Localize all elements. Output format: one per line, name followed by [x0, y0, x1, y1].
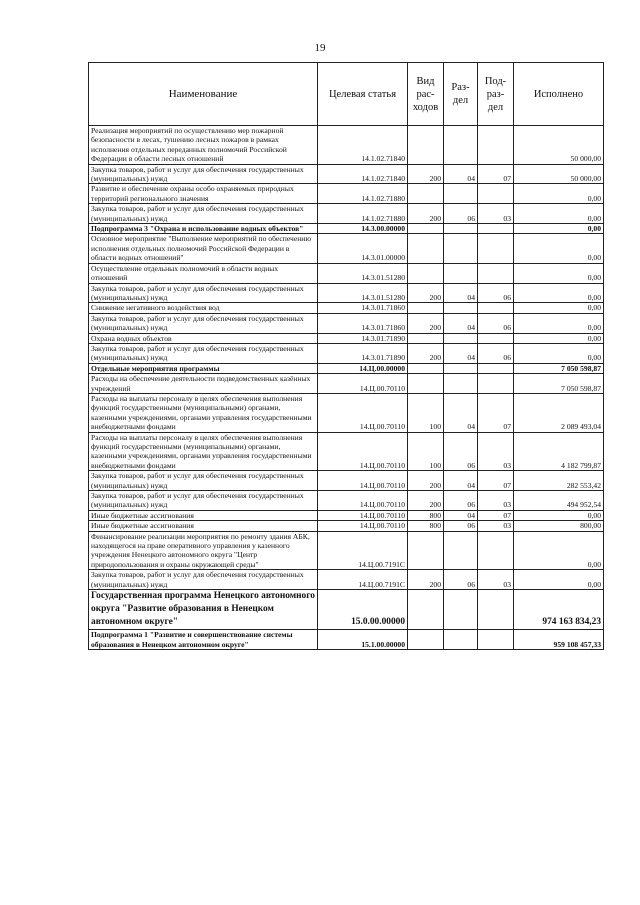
table-row	[89, 126, 604, 165]
expense-type-cell: 800	[408, 510, 444, 520]
executed-amount-cell: 7 050 598,87	[514, 374, 604, 394]
table-row	[89, 224, 604, 234]
section-cell	[444, 184, 478, 204]
name-cell: Подпрограмма 1 "Развитие и совершенствование системы образования в Ненецком автономном округе"	[89, 630, 318, 650]
subsection-cell	[478, 126, 514, 165]
subsection-cell: 07	[478, 164, 514, 184]
executed-amount-cell: 0,00	[514, 283, 604, 303]
target-article-cell: 14.3.00.00000	[318, 224, 408, 234]
table-row	[89, 164, 604, 184]
target-article-cell: 14.Ц.00.7191С	[318, 531, 408, 570]
expense-type-cell: 100	[408, 432, 444, 471]
table-row	[89, 590, 604, 630]
target-article-cell: 14.1.02.71880	[318, 184, 408, 204]
section-cell: 04	[444, 164, 478, 184]
section-cell	[444, 126, 478, 165]
section-cell	[444, 531, 478, 570]
section-cell: 04	[444, 510, 478, 520]
subsection-cell	[478, 184, 514, 204]
expense-type-cell	[408, 374, 444, 394]
table-row	[89, 234, 604, 263]
subsection-cell: 03	[478, 432, 514, 471]
expense-type-cell: 200	[408, 570, 444, 590]
target-article-cell: 14.1.02.71840	[318, 126, 408, 165]
subsection-cell	[478, 303, 514, 313]
executed-amount-cell: 800,00	[514, 521, 604, 531]
subsection-cell	[478, 333, 514, 343]
name-cell: Основное мероприятие "Выполнение мероприятий по обеспечению исполнения отдельных полномочий Российской Федерации в области водных отношений"	[89, 234, 318, 263]
section-cell	[444, 303, 478, 313]
target-article-cell: 14.Ц.00.70110	[318, 521, 408, 531]
table-row	[89, 374, 604, 394]
target-article-cell: 14.3.01.00000	[318, 234, 408, 263]
name-cell: Иные бюджетные ассигнования	[89, 521, 318, 531]
section-cell: 04	[444, 393, 478, 432]
name-cell: Закупка товаров, работ и услуг для обеспечения государственных (муниципальных) нужд	[89, 283, 318, 303]
name-cell: Закупка товаров, работ и услуг для обеспечения государственных (муниципальных) нужд	[89, 313, 318, 333]
executed-amount-cell: 4 182 799,87	[514, 432, 604, 471]
executed-amount-cell: 0,00	[514, 263, 604, 283]
expense-type-cell: 200	[408, 491, 444, 511]
budget-table	[88, 62, 604, 650]
subsection-cell	[478, 363, 514, 373]
executed-amount-cell: 50 000,00	[514, 126, 604, 165]
subsection-cell	[478, 224, 514, 234]
table-row	[89, 491, 604, 511]
header-target-article: Целевая статья	[318, 63, 408, 126]
section-cell: 04	[444, 343, 478, 363]
expense-type-cell: 200	[408, 283, 444, 303]
expense-type-cell: 200	[408, 343, 444, 363]
section-cell: 06	[444, 432, 478, 471]
table-row	[89, 184, 604, 204]
executed-amount-cell: 0,00	[514, 204, 604, 224]
expense-type-cell: 200	[408, 204, 444, 224]
table-row	[89, 521, 604, 531]
section-cell: 04	[444, 471, 478, 491]
name-cell: Реализация мероприятий по осуществлению мер пожарной безопасности в лесах, тушению лесных пожаров в рамках исполнения отдельных переданных полномочий Российской Федерации в области лесных отношений	[89, 126, 318, 165]
subsection-cell: 07	[478, 510, 514, 520]
table-row	[89, 313, 604, 333]
target-article-cell: 14.1.02.71840	[318, 164, 408, 184]
target-article-cell: 14.Ц.00.70110	[318, 510, 408, 520]
target-article-cell: 15.0.00.00000	[318, 590, 408, 630]
expense-type-cell	[408, 303, 444, 313]
target-article-cell: 14.1.02.71880	[318, 204, 408, 224]
section-cell	[444, 363, 478, 373]
subsection-cell: 06	[478, 283, 514, 303]
subsection-cell	[478, 531, 514, 570]
expense-type-cell: 200	[408, 313, 444, 333]
name-cell: Государственная программа Ненецкого автономного округа "Развитие образования в Ненецком автономном округе"	[89, 590, 318, 630]
executed-amount-cell: 50 000,00	[514, 164, 604, 184]
page-number: 19	[314, 42, 326, 54]
target-article-cell: 14.Ц.00.7191С	[318, 570, 408, 590]
name-cell: Подпрограмма 3 "Охрана и использование водных объектов"	[89, 224, 318, 234]
section-cell: 04	[444, 283, 478, 303]
target-article-cell: 14.Ц.00.70110	[318, 432, 408, 471]
target-article-cell: 14.3.01.71860	[318, 303, 408, 313]
subsection-cell	[478, 374, 514, 394]
target-article-cell: 14.3.01.51280	[318, 263, 408, 283]
expense-type-cell: 200	[408, 164, 444, 184]
table-row	[89, 343, 604, 363]
target-article-cell: 14.Ц.00.70110	[318, 471, 408, 491]
expense-type-cell	[408, 630, 444, 650]
target-article-cell: 14.Ц.00.70110	[318, 491, 408, 511]
name-cell: Осуществление отдельных полномочий в области водных отношений	[89, 263, 318, 283]
expense-type-cell	[408, 224, 444, 234]
expense-type-cell: 200	[408, 471, 444, 491]
target-article-cell: 14.Ц.00.70110	[318, 374, 408, 394]
name-cell: Снижение негативного воздействия вод	[89, 303, 318, 313]
target-article-cell: 14.3.01.71890	[318, 343, 408, 363]
section-cell	[444, 234, 478, 263]
section-cell	[444, 263, 478, 283]
name-cell: Развитие и обеспечение охраны особо охраняемых природных территорий регионального значения	[89, 184, 318, 204]
target-article-cell: 14.3.01.71890	[318, 333, 408, 343]
subsection-cell	[478, 630, 514, 650]
subsection-cell: 06	[478, 313, 514, 333]
expense-type-cell	[408, 263, 444, 283]
executed-amount-cell: 0,00	[514, 510, 604, 520]
name-cell: Охрана водных объектов	[89, 333, 318, 343]
executed-amount-cell: 0,00	[514, 343, 604, 363]
executed-amount-cell: 0,00	[514, 333, 604, 343]
expense-type-cell	[408, 234, 444, 263]
name-cell: Закупка товаров, работ и услуг для обеспечения государственных (муниципальных) нужд	[89, 164, 318, 184]
section-cell	[444, 590, 478, 630]
executed-amount-cell: 974 163 834,23	[514, 590, 604, 630]
name-cell: Иные бюджетные ассигнования	[89, 510, 318, 520]
target-article-cell: 14.3.01.71860	[318, 313, 408, 333]
subsection-cell	[478, 234, 514, 263]
subsection-cell: 03	[478, 570, 514, 590]
subsection-cell	[478, 263, 514, 283]
name-cell: Финансирование реализации мероприятия по ремонту здания АБК, находящегося на праве оперативного управления у казенного учреждения Ненецкого автономного округа "Центр природопользования и охраны окружающей среды"	[89, 531, 318, 570]
header-section: Раз-дел	[444, 63, 478, 126]
table-row	[89, 263, 604, 283]
executed-amount-cell: 0,00	[514, 531, 604, 570]
subsection-cell	[478, 590, 514, 630]
executed-amount-cell: 0,00	[514, 184, 604, 204]
expense-type-cell	[408, 363, 444, 373]
name-cell: Расходы на выплаты персоналу в целях обеспечения выполнения функций государственными (муниципальными) органами, казенными учреждениями, органами управления государственными внебюджетными фондами	[89, 393, 318, 432]
expense-type-cell: 100	[408, 393, 444, 432]
executed-amount-cell: 282 553,42	[514, 471, 604, 491]
section-cell	[444, 630, 478, 650]
table-header-row	[89, 63, 604, 126]
name-cell: Отдельные мероприятия программы	[89, 363, 318, 373]
target-article-cell: 14.3.01.51280	[318, 283, 408, 303]
executed-amount-cell: 0,00	[514, 313, 604, 333]
name-cell: Расходы на выплаты персоналу в целях обеспечения выполнения функций государственными (муниципальными) органами, казенными учреждениями, органами управления государственными внебюджетными фондами	[89, 432, 318, 471]
executed-amount-cell: 959 108 457,33	[514, 630, 604, 650]
section-cell: 06	[444, 204, 478, 224]
section-cell	[444, 224, 478, 234]
table-row	[89, 333, 604, 343]
name-cell: Закупка товаров, работ и услуг для обеспечения государственных (муниципальных) нужд	[89, 204, 318, 224]
name-cell: Закупка товаров, работ и услуг для обеспечения государственных (муниципальных) нужд	[89, 471, 318, 491]
header-name: Наименование	[89, 63, 318, 126]
header-subsection: Под-раз-дел	[478, 63, 514, 126]
executed-amount-cell: 2 089 493,04	[514, 393, 604, 432]
subsection-cell: 07	[478, 393, 514, 432]
subsection-cell: 03	[478, 204, 514, 224]
name-cell: Расходы на обеспечение деятельности подведомственных казённых учреждений	[89, 374, 318, 394]
target-article-cell: 15.1.00.00000	[318, 630, 408, 650]
expense-type-cell: 800	[408, 521, 444, 531]
table-row	[89, 303, 604, 313]
table-row	[89, 471, 604, 491]
subsection-cell: 03	[478, 521, 514, 531]
table-row	[89, 432, 604, 471]
subsection-cell: 07	[478, 471, 514, 491]
expense-type-cell	[408, 333, 444, 343]
executed-amount-cell: 494 952,54	[514, 491, 604, 511]
table-row	[89, 630, 604, 650]
expense-type-cell	[408, 590, 444, 630]
name-cell: Закупка товаров, работ и услуг для обеспечения государственных (муниципальных) нужд	[89, 343, 318, 363]
executed-amount-cell: 0,00	[514, 234, 604, 263]
executed-amount-cell: 7 050 598,87	[514, 363, 604, 373]
executed-amount-cell: 0,00	[514, 570, 604, 590]
table-row	[89, 363, 604, 373]
section-cell	[444, 374, 478, 394]
table-row	[89, 204, 604, 224]
expense-type-cell	[408, 184, 444, 204]
section-cell: 06	[444, 570, 478, 590]
name-cell: Закупка товаров, работ и услуг для обеспечения государственных (муниципальных) нужд	[89, 491, 318, 511]
subsection-cell: 03	[478, 491, 514, 511]
section-cell: 06	[444, 491, 478, 511]
table-row	[89, 393, 604, 432]
table-row	[89, 510, 604, 520]
section-cell: 04	[444, 313, 478, 333]
name-cell: Закупка товаров, работ и услуг для обеспечения государственных (муниципальных) нужд	[89, 570, 318, 590]
target-article-cell: 14.Ц.00.00000	[318, 363, 408, 373]
section-cell: 06	[444, 521, 478, 531]
expense-type-cell	[408, 531, 444, 570]
table-row	[89, 531, 604, 570]
executed-amount-cell: 0,00	[514, 224, 604, 234]
expense-type-cell	[408, 126, 444, 165]
section-cell	[444, 333, 478, 343]
executed-amount-cell: 0,00	[514, 303, 604, 313]
header-expense-type: Вид рас-ходов	[408, 63, 444, 126]
target-article-cell: 14.Ц.00.70110	[318, 393, 408, 432]
subsection-cell: 06	[478, 343, 514, 363]
header-executed: Исполнено	[514, 63, 604, 126]
table-row	[89, 283, 604, 303]
table-row	[89, 570, 604, 590]
